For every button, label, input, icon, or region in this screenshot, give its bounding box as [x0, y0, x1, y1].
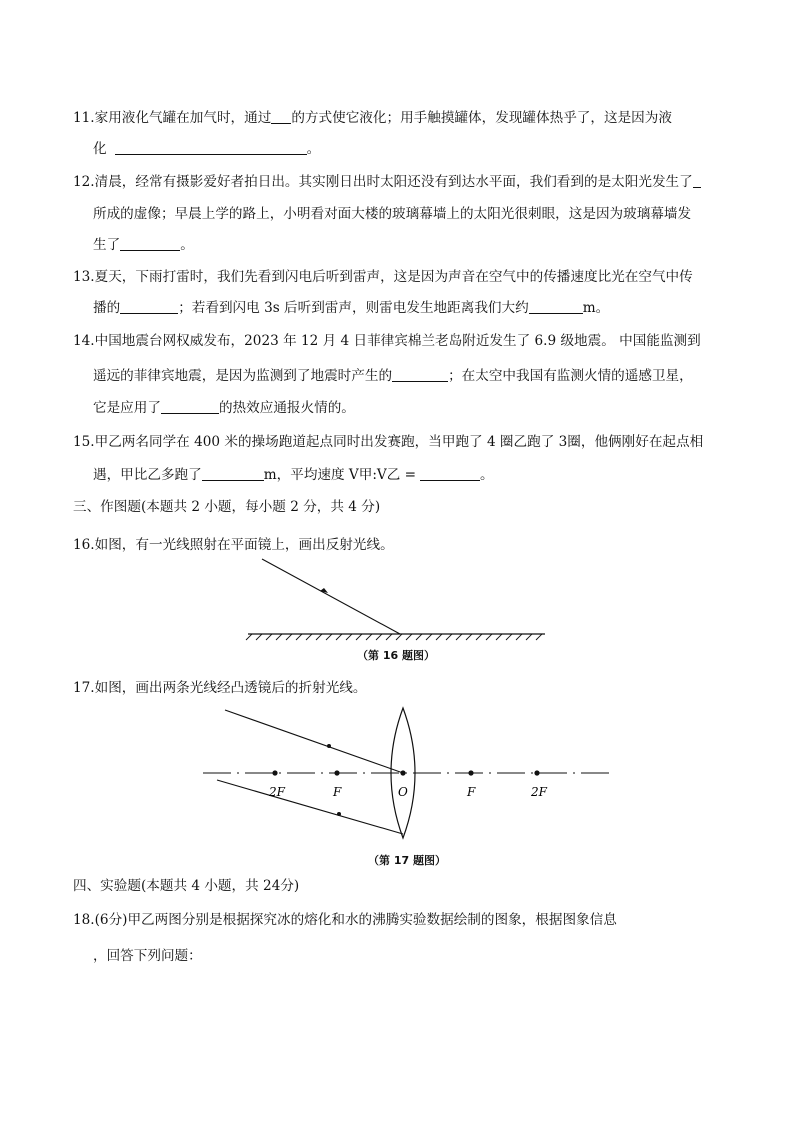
point-2f-right	[534, 770, 539, 775]
q11-line2	[93, 139, 320, 159]
label-o: O	[398, 785, 408, 799]
q13-text-a: 13.夏天，下雨打雷时，我们先看到闪电后听到雷声，这是因为声音在空气中的传播速度比光在空气中传	[73, 269, 693, 285]
label-f-left: F	[333, 785, 342, 799]
q15-text-b: 遇，甲比乙多跑了	[93, 467, 202, 483]
q12-blank-1[interactable]	[693, 173, 701, 188]
q15-blank-1[interactable]	[202, 466, 264, 481]
label-f-right: F	[467, 785, 476, 799]
q14-text-c: ；在太空中我国有监测火情的遥感卫星，	[448, 368, 693, 384]
q17-line	[73, 678, 367, 698]
incident-ray	[262, 559, 400, 634]
q15-text-a: 15.甲乙两名同学在 400 米的操场跑道起点同时出发赛跑，当甲跑了 4 圈乙跑了 3圈，他俩刚好在起点相	[73, 434, 704, 450]
section-4-text: 四、实验题(本题共 4 小题，共 24分)	[73, 878, 300, 894]
q14-line3	[93, 398, 355, 418]
upper-ray	[225, 710, 403, 773]
q18-line1	[73, 910, 617, 930]
section-3-text: 三、作图题(本题共 2 小题，每小题 2 分，共 4 分)	[73, 499, 381, 515]
q12-blank-2[interactable]	[120, 236, 180, 251]
q11-text-d: 。	[306, 141, 321, 157]
q11-text-c: 化	[93, 141, 107, 157]
q14-text-e: 的热效应通报火情的。	[218, 400, 355, 416]
q16-figure	[240, 555, 560, 645]
q15-text-c: m，平均速度 V甲:V乙 =	[263, 467, 417, 483]
q16-text: 16.如图，有一光线照射在平面镜上，画出反射光线。	[73, 537, 394, 553]
q12-line2	[93, 204, 691, 224]
q12-text-b: 所成的虚像；早晨上学的路上，小明看对面大楼的玻璃幕墙上的太阳光很刺眼，这是因为玻璃幕墙发	[93, 206, 692, 222]
lower-ray	[217, 780, 403, 834]
q12-line1	[73, 172, 701, 192]
section-3-title	[73, 497, 380, 517]
q11-blank-1[interactable]	[271, 109, 291, 124]
q17-caption: （第 17 题图）	[368, 854, 446, 867]
point-f-left	[334, 770, 339, 775]
q15-text-d: 。	[480, 467, 494, 483]
q11-blank-2[interactable]	[115, 140, 307, 155]
plane-mirror	[246, 634, 545, 640]
q13-blank-2[interactable]	[529, 299, 583, 314]
q18-text-a: 18.(6分)甲乙两图分别是根据探究冰的熔化和水的沸腾实验数据绘制的图象，根据图象信息	[73, 912, 617, 928]
q12-line3	[93, 235, 194, 255]
q12-text-d: 。	[180, 237, 194, 253]
point-o	[400, 770, 405, 775]
q11-text-b: 的方式使它液化；用手触摸罐体，发现罐体热乎了，这是因为液	[291, 110, 672, 126]
q14-text-b: 遥远的菲律宾地震，是因为监测到了地震时产生的	[93, 368, 393, 384]
q13-text-c: ；若看到闪电 3s 后听到雷声，则雷电发生地距离我们大约	[178, 300, 529, 316]
q13-blank-1[interactable]	[120, 299, 178, 314]
q14-blank-2[interactable]	[161, 399, 219, 414]
q15-line2	[93, 465, 494, 485]
q14-text-a: 14.中国地震台网权威发布，2023 年 12 月 4 日菲律宾棉兰老岛附近发生了 6.9 级地震。 中国能监测到	[73, 333, 701, 349]
q18-text-b: ，回答下列问题：	[93, 948, 202, 964]
q12-text-a: 12.清晨，经常有摄影爱好者拍日出。其实刚日出时太阳还没有到达水平面，我们看到的是太阳光发生了	[73, 174, 693, 190]
label-2f-right: 2F	[531, 785, 547, 799]
q13-line2	[93, 298, 609, 318]
q15-blank-2[interactable]	[420, 466, 480, 481]
label-2f-left: 2F	[269, 785, 285, 799]
q11-text-a: 11.家用液化气罐在加气时，通过	[73, 110, 272, 126]
q12-text-c: 生了	[93, 237, 121, 253]
q14-line2	[93, 366, 693, 386]
q13-text-d: m。	[582, 300, 610, 316]
q17-figure	[195, 700, 625, 850]
section-4-title	[73, 876, 299, 896]
q13-text-b: 播的	[93, 300, 121, 316]
q16-line	[73, 535, 394, 555]
q18-line2	[93, 946, 202, 966]
q11-line1	[73, 108, 672, 128]
q14-blank-1[interactable]	[392, 367, 448, 382]
q13-line1	[73, 267, 693, 287]
q14-text-d: 它是应用了	[93, 400, 161, 416]
q15-line1	[73, 432, 703, 452]
q14-line1	[73, 331, 701, 351]
point-f-right	[468, 770, 473, 775]
point-2f-left	[272, 770, 277, 775]
q17-text: 17.如图，画出两条光线经凸透镜后的折射光线。	[73, 680, 367, 696]
q16-caption: （第 16 题图）	[357, 649, 435, 662]
